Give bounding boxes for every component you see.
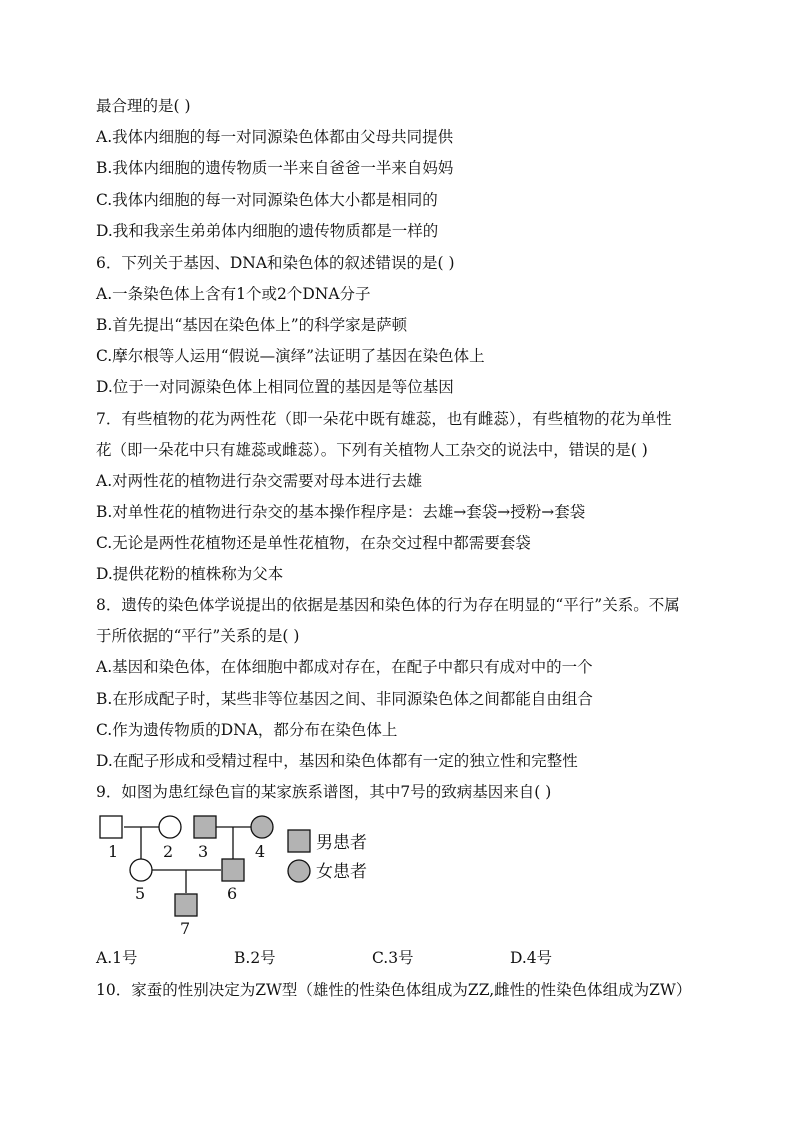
label-6: 6 bbox=[227, 884, 238, 903]
question-5-stem-tail: 最合理的是( ) bbox=[96, 97, 191, 115]
individual-1-male bbox=[100, 816, 122, 838]
label-7: 7 bbox=[180, 919, 191, 938]
legend-female-affected-label: 女患者 bbox=[316, 862, 367, 882]
question-7-option-d: D.提供花粉的植株称为父本 bbox=[96, 565, 284, 583]
question-10-stem: 10．家蚕的性别决定为ZW型（雄性的性染色体组成为ZZ,雌性的性染色体组成为ZW） bbox=[96, 981, 692, 999]
question-6-option-a: A.一条染色体上含有1个或2个DNA分子 bbox=[96, 285, 371, 303]
question-9-option-a: A.1号 bbox=[96, 949, 138, 967]
question-7-stem-line-1: 7．有些植物的花为两性花（即一朵花中既有雄蕊，也有雌蕊），有些植物的花为单性 bbox=[96, 410, 672, 428]
question-6-option-d: D.位于一对同源染色体上相同位置的基因是等位基因 bbox=[96, 378, 454, 396]
pedigree-chart bbox=[90, 806, 390, 946]
question-7-stem-line-2: 花（即一朵花中只有雄蕊或雌蕊）。下列有关植物人工杂交的说法中，错误的是( ) bbox=[96, 441, 648, 459]
question-6-option-b: B.首先提出“基因在染色体上”的科学家是萨顿 bbox=[96, 316, 408, 334]
legend-male-affected-label: 男患者 bbox=[316, 833, 367, 853]
question-5-option-c: C.我体内细胞的每一对同源染色体大小都是相同的 bbox=[96, 191, 438, 209]
question-9-stem: 9．如图为患红绿色盲的某家族系谱图，其中7号的致病基因来自( ) bbox=[96, 783, 552, 801]
question-8-stem-line-1: 8．遗传的染色体学说提出的依据是基因和染色体的行为存在明显的“平行”关系。不属 bbox=[96, 596, 680, 614]
question-6-option-c: C.摩尔根等人运用“假说—演绎”法证明了基因在染色体上 bbox=[96, 347, 485, 365]
question-8-option-d: D.在配子形成和受精过程中，基因和染色体都有一定的独立性和完整性 bbox=[96, 752, 578, 770]
label-2: 2 bbox=[163, 842, 174, 861]
individual-6-male-affected bbox=[222, 859, 244, 881]
question-9-option-d: D.4号 bbox=[510, 949, 553, 967]
question-5-option-a: A.我体内细胞的每一对同源染色体都由父母共同提供 bbox=[96, 128, 454, 146]
label-3: 3 bbox=[198, 842, 209, 861]
question-8-option-a: A.基因和染色体，在体细胞中都成对存在，在配子中都只有成对中的一个 bbox=[96, 658, 593, 676]
individual-4-female-affected bbox=[251, 816, 273, 838]
question-9-option-b: B.2号 bbox=[234, 949, 276, 967]
individual-7-male-affected bbox=[175, 894, 197, 916]
question-7-option-c: C.无论是两性花植物还是单性花植物，在杂交过程中都需要套袋 bbox=[96, 534, 531, 552]
question-8-option-c: C.作为遗传物质的DNA，都分布在染色体上 bbox=[96, 721, 398, 739]
label-4: 4 bbox=[255, 842, 266, 861]
question-8-option-b: B.在形成配子时，某些非等位基因之间、非同源染色体之间都能自由组合 bbox=[96, 690, 593, 708]
individual-2-female bbox=[159, 816, 181, 838]
label-1: 1 bbox=[108, 842, 119, 861]
legend-female-affected-symbol bbox=[288, 860, 310, 882]
question-7-option-b: B.对单性花的植物进行杂交的基本操作程序是：去雄→套袋→授粉→套袋 bbox=[96, 503, 586, 521]
question-9-option-c: C.3号 bbox=[372, 949, 414, 967]
individual-3-male-affected bbox=[194, 816, 216, 838]
question-5-option-d: D.我和我亲生弟弟体内细胞的遗传物质都是一样的 bbox=[96, 222, 439, 240]
question-6-stem: 6．下列关于基因、DNA和染色体的叙述错误的是( ) bbox=[96, 254, 455, 272]
question-7-option-a: A.对两性花的植物进行杂交需要对母本进行去雄 bbox=[96, 472, 423, 490]
individual-5-female bbox=[130, 859, 152, 881]
label-5: 5 bbox=[135, 884, 146, 903]
question-5-option-b: B.我体内细胞的遗传物质一半来自爸爸一半来自妈妈 bbox=[96, 159, 454, 177]
question-8-stem-line-2: 于所依据的“平行”关系的是( ) bbox=[96, 627, 300, 645]
legend-male-affected-symbol bbox=[288, 830, 310, 852]
